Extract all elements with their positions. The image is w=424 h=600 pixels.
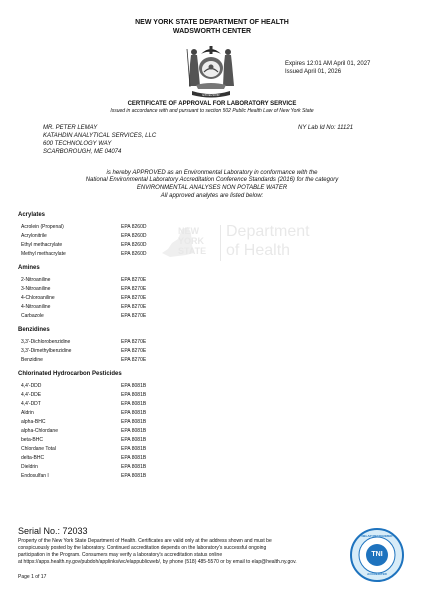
analyte-method: EPA 8081B xyxy=(121,410,147,416)
analyte-method: EPA 8081B xyxy=(121,392,147,398)
analyte-method: EPA 8081B xyxy=(121,446,147,452)
footer-line-2: conspicuously posted by the laboratory. Continued accreditation depends on the laboratory's successful ongoing xyxy=(18,545,267,551)
analyte-name: alpha-Chlordane xyxy=(21,428,58,434)
section-heading: Acrylates xyxy=(18,212,46,218)
certificate-title: CERTIFICATE OF APPROVAL FOR LABORATORY SERVICE xyxy=(127,101,297,107)
analyte-name: delta-BHC xyxy=(21,455,45,461)
section-heading: Benzidines xyxy=(18,327,50,333)
footer-line-1: Property of the New York State Department of Health. Certificates are valid only at the address shown and must be xyxy=(18,538,272,544)
analyte-name: 3,3'-Dimethylbenzidine xyxy=(21,348,72,354)
analyte-method: EPA 8260D xyxy=(121,224,147,230)
analyte-method: EPA 8081B xyxy=(121,428,147,434)
analyte-name: 4-Nitroaniline xyxy=(21,304,51,310)
analyte-name: Chlordane Total xyxy=(21,446,56,452)
svg-text:EXCELSIOR: EXCELSIOR xyxy=(202,93,220,97)
analyte-method: EPA 8081B xyxy=(121,473,147,479)
watermark-divider xyxy=(220,225,221,261)
badge-bottom-text: ACCREDITED xyxy=(367,572,387,576)
badge-center-text: TNI xyxy=(371,551,383,558)
center-name: WADSWORTH CENTER xyxy=(172,28,252,35)
analyte-method: EPA 8270E xyxy=(121,313,147,319)
analyte-method: EPA 8270E xyxy=(121,339,147,345)
analyte-method: EPA 8081B xyxy=(121,455,147,461)
analyte-method: EPA 8270E xyxy=(121,357,147,363)
analyte-method: EPA 8081B xyxy=(121,383,147,389)
analyte-name: Acrylonitrile xyxy=(21,233,47,239)
watermark-new: NEW xyxy=(178,226,199,236)
badge-top-text: NELAP RECOGNIZED xyxy=(361,534,393,538)
issued-date: Issued April 01, 2026 xyxy=(285,69,342,75)
approval-line-2: National Environmental Laboratory Accreditation Conference Standards (2016) for the category xyxy=(85,177,339,183)
approval-category: ENVIRONMENTAL ANALYSES NON POTABLE WATER xyxy=(136,185,288,191)
analyte-name: Methyl methacrylate xyxy=(21,251,66,257)
page-number: Page 1 of 17 xyxy=(18,574,47,580)
analyte-method: EPA 8270E xyxy=(121,304,147,310)
approval-line-1: is hereby APPROVED as an Environmental Laboratory in conformance with the xyxy=(106,170,318,176)
lab-name: KATAHDIN ANALYTICAL SERVICES, LLC xyxy=(43,133,157,139)
section-heading: Chlorinated Hydrocarbon Pesticides xyxy=(18,371,122,377)
analyte-method: EPA 8081B xyxy=(121,437,147,443)
watermark-of-health: of Health xyxy=(226,242,291,259)
analyte-name: Endosulfan I xyxy=(21,473,49,479)
analyte-name: 3-Nitroaniline xyxy=(21,286,51,292)
analyte-name: 4,4'-DDD xyxy=(21,383,42,389)
analyte-method: EPA 8081B xyxy=(121,419,147,425)
watermark-york: YORK xyxy=(178,236,205,246)
expiry-date: Expires 12:01 AM April 01, 2027 xyxy=(285,61,371,67)
analyte-method: EPA 8270E xyxy=(121,295,147,301)
analyte-method: EPA 8260D xyxy=(121,233,147,239)
footer-line-4: at https://apps.health.ny.gov/pubdoh/applinks/wc/elappublicweb/, by phone (518) 485-5570 or by email to elap@health.ny.gov. xyxy=(18,559,297,565)
serial-number: Serial No.: 72033 xyxy=(18,526,88,536)
agency-name: NEW YORK STATE DEPARTMENT OF HEALTH xyxy=(135,19,289,26)
lab-street: 600 TECHNOLOGY WAY xyxy=(43,141,112,147)
certificate-subtitle: Issued in accordance with and pursuant to section 502 Public Health Law of New York State xyxy=(110,108,314,114)
analyte-name: Carbazole xyxy=(21,313,44,319)
analyte-name: Benzidine xyxy=(21,357,43,363)
analyte-method: EPA 8270E xyxy=(121,277,147,283)
section-heading: Amines xyxy=(18,265,40,271)
analyte-method: EPA 8081B xyxy=(121,464,147,470)
lab-id: NY Lab Id No: 11121 xyxy=(298,125,354,131)
analyte-name: 4,4'-DDT xyxy=(21,401,41,407)
analyte-name: 4,4'-DDE xyxy=(21,392,42,398)
ny-state-seal xyxy=(178,41,244,99)
analyte-method: EPA 8270E xyxy=(121,348,147,354)
approval-line-4: All approved analytes are listed below: xyxy=(160,193,264,199)
nys-health-watermark xyxy=(158,223,348,263)
lab-director: MR. PETER LEMAY xyxy=(43,125,98,131)
lab-city: SCARBOROUGH, ME 04074 xyxy=(43,149,122,155)
analyte-method: EPA 8270E xyxy=(121,286,147,292)
analyte-method: EPA 8081B xyxy=(121,401,147,407)
footer-line-3: participation in the Program. Consumers may verify a laboratory's accreditation status online xyxy=(18,552,223,558)
analyte-name: 2-Nitroaniline xyxy=(21,277,51,283)
analyte-name: 4-Chloroaniline xyxy=(21,295,55,301)
analyte-name: Acrolein (Propenal) xyxy=(21,224,64,230)
analyte-name: Ethyl methacrylate xyxy=(21,242,63,248)
watermark-state: STATE xyxy=(178,246,207,256)
analyte-name: alpha-BHC xyxy=(21,419,46,425)
analyte-name: Dieldrin xyxy=(21,464,38,470)
analyte-method: EPA 8260D xyxy=(121,242,147,248)
analyte-name: Aldrin xyxy=(21,410,34,416)
analyte-name: beta-BHC xyxy=(21,437,43,443)
watermark-department: Department xyxy=(226,223,310,240)
analyte-name: 3,3'-Dichlorobenzidine xyxy=(21,339,71,345)
analyte-method: EPA 8260D xyxy=(121,251,147,257)
